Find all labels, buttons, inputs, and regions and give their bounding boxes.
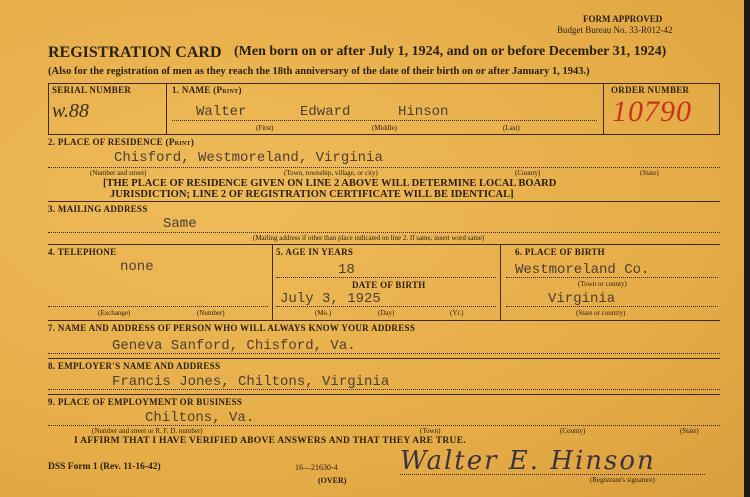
mailing-value: Same (163, 216, 197, 232)
month-caption: (Mo.) (315, 309, 332, 317)
last-caption: (Last) (503, 124, 520, 132)
telephone-value: none (120, 259, 154, 275)
telephone-label: 4. TELEPHONE (48, 247, 117, 257)
year-caption: (Yr.) (450, 309, 464, 317)
form-number: DSS Form 1 (Rev. 11-16-42) (48, 462, 161, 472)
contact-value: Geneva Sanford, Chisford, Va. (112, 338, 356, 354)
card-edge-shadow (744, 0, 750, 497)
form-approved: FORM APPROVED (583, 14, 663, 24)
card-subtitle-2: (Also for the registration of men as they reach the 18th anniversary of the date of their birth on or after January 1, 1943.) (48, 66, 590, 77)
birth-town-value: Westmoreland Co. (515, 262, 650, 278)
emp-caption-street: (Number and street or R. F. D. number) (92, 427, 203, 435)
dob-value: July 3, 1925 (280, 291, 381, 307)
serial-value: w.88 (52, 100, 89, 122)
notice-line-2: JURISDICTION; LINE 2 OF REGISTRATION CERTIFICATE WILL BE IDENTICAL] (110, 189, 514, 200)
emp-caption-town: (Town) (420, 427, 441, 435)
first-caption: (First) (256, 124, 274, 132)
mailing-caption: (Mailing address if other than place indicated on line 2. If same, insert word same) (253, 234, 485, 242)
emp-caption-state: (State) (680, 427, 699, 435)
res-caption-street: (Number and street) (90, 169, 147, 177)
employment-value: Chiltons, Va. (145, 410, 255, 426)
day-caption: (Day) (378, 309, 395, 317)
notice-line-1: [THE PLACE OF RESIDENCE GIVEN ON LINE 2 ABOVE WILL DETERMINE LOCAL BOARD (103, 178, 557, 189)
budget-bureau: Budget Bureau No. 33-R012-42 (557, 25, 673, 35)
serial-label: SERIAL NUMBER (52, 85, 132, 95)
over-label: (OVER) (318, 476, 347, 485)
employer-label: 8. EMPLOYER'S NAME AND ADDRESS (48, 361, 221, 371)
print-code: 16—21630-4 (295, 463, 338, 472)
name-first: Walter (196, 104, 247, 120)
state-country-caption: (State or country) (576, 309, 626, 317)
birthplace-label: 6. PLACE OF BIRTH (515, 247, 605, 257)
signature-caption: (Registrant's signature) (590, 476, 655, 484)
residence-value: Chisford, Westmoreland, Virginia (114, 150, 383, 166)
middle-caption: (Middle) (372, 124, 397, 132)
dob-label: DATE OF BIRTH (352, 280, 426, 290)
employer-value: Francis Jones, Chiltons, Virginia (112, 374, 390, 390)
res-caption-state: (State) (640, 169, 659, 177)
employment-label: 9. PLACE OF EMPLOYMENT OR BUSINESS (48, 397, 243, 407)
mailing-label: 3. MAILING ADDRESS (48, 204, 148, 214)
res-caption-town: (Town, township, village, or city) (284, 169, 378, 177)
number-caption: (Number) (197, 309, 225, 317)
town-county-caption: (Town or county) (578, 280, 627, 288)
name-label: 1. NAME (Print) (172, 85, 242, 95)
emp-caption-county: (County) (560, 427, 586, 435)
name-middle: Edward (300, 104, 351, 120)
card-subtitle: (Men born on or after July 1, 1924, and on or before December 31, 1924) (234, 44, 667, 59)
age-value: 18 (338, 262, 355, 278)
birth-state-value: Virginia (548, 291, 616, 307)
residence-label: 2. PLACE OF RESIDENCE (Print) (48, 137, 195, 147)
registrant-signature: Walter E. Hinson (400, 446, 656, 476)
exchange-caption: (Exchange) (98, 309, 131, 317)
card-title: REGISTRATION CARD (48, 44, 222, 61)
order-value: 10790 (612, 95, 692, 128)
res-caption-county: (County) (515, 169, 541, 177)
name-last: Hinson (398, 104, 449, 120)
affirmation-text: I AFFIRM THAT I HAVE VERIFIED ABOVE ANSWERS AND THAT THEY ARE TRUE. (74, 436, 467, 446)
contact-label: 7. NAME AND ADDRESS OF PERSON WHO WILL ALWAYS KNOW YOUR ADDRESS (48, 323, 416, 333)
age-label: 5. AGE IN YEARS (276, 247, 354, 257)
order-label: ORDER NUMBER (611, 85, 690, 95)
